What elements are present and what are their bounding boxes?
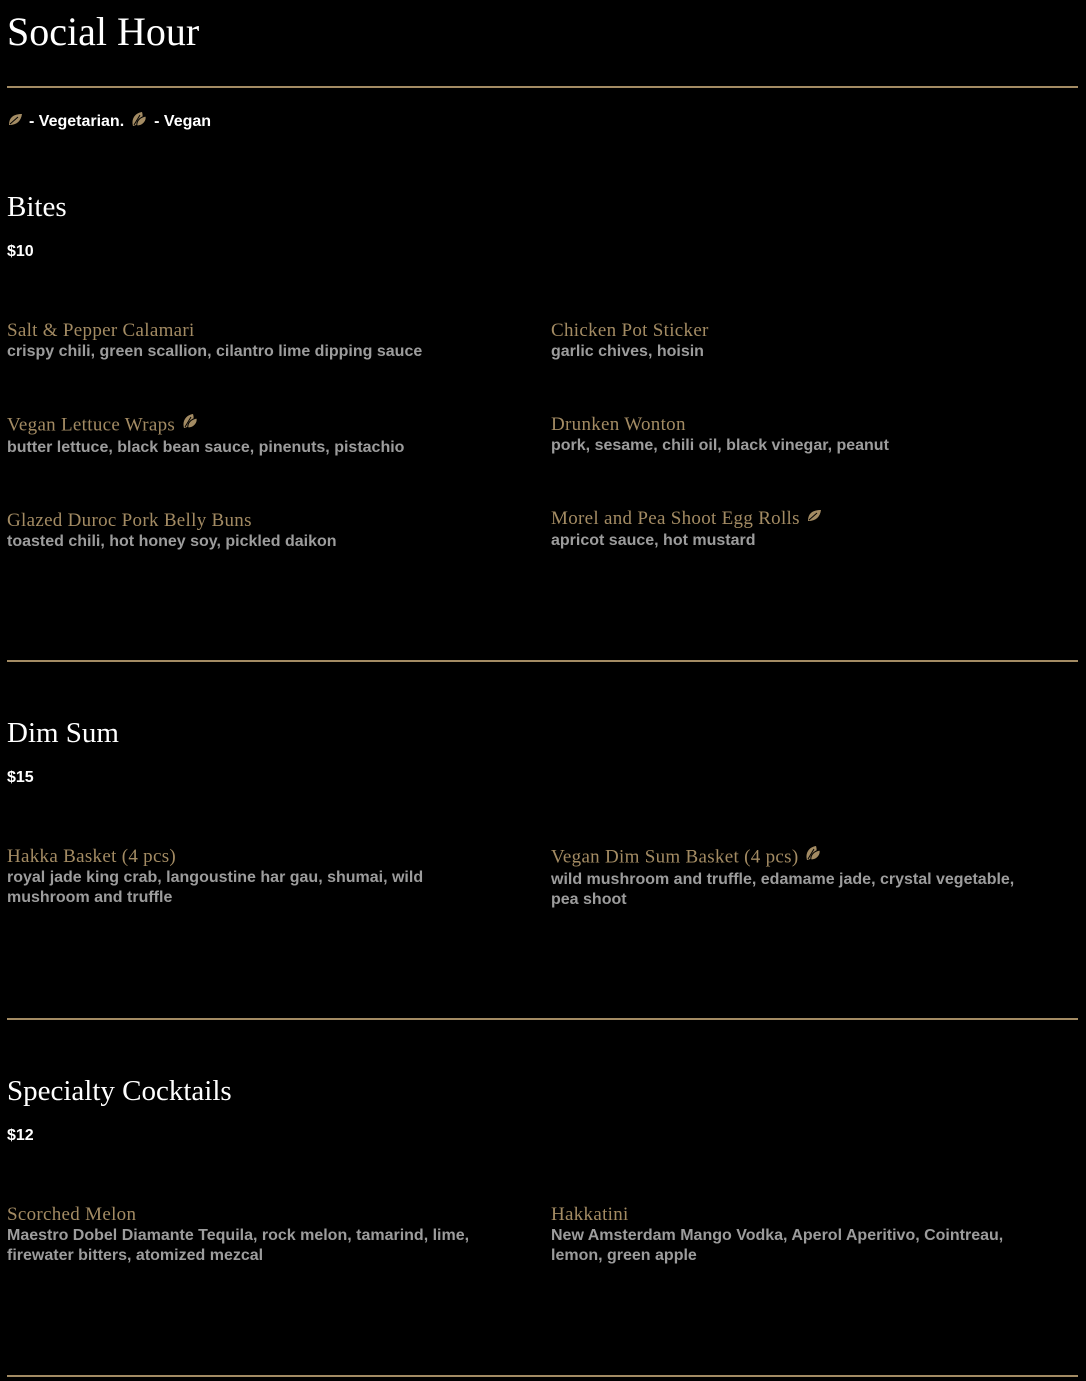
item-name: Salt & Pepper Calamari — [7, 320, 195, 341]
vegan-label: - Vegan — [154, 113, 212, 130]
vegetarian-label: - Vegetarian. — [29, 113, 125, 130]
item-name: Hakkatini — [551, 1204, 629, 1225]
item-description: garlic chives, hoisin — [551, 343, 704, 360]
leaf-icon — [7, 111, 23, 133]
item-name: Chicken Pot Sticker — [551, 320, 709, 341]
item-description: pork, sesame, chili oil, black vinegar, peanut — [551, 437, 889, 454]
section-title-bites: Bites — [7, 191, 67, 223]
menu-item — [551, 414, 1021, 456]
item-description: Maestro Dobel Diamante Tequila, rock melon, tamarind, lime, firewater bitters, atomized mezcal — [7, 1227, 470, 1264]
section-price: $12 — [7, 1127, 34, 1144]
item-description: wild mushroom and truffle, edamame jade, crystal vegetable, pea shoot — [551, 871, 1015, 908]
item-name: Drunken Wonton — [551, 414, 686, 435]
divider — [7, 1375, 1078, 1377]
double-leaf-icon — [804, 844, 822, 868]
item-description: butter lettuce, black bean sauce, pinenuts, pistachio — [7, 439, 405, 456]
item-name-row — [551, 846, 1021, 870]
diet-legend — [7, 110, 211, 134]
item-name-row — [7, 414, 477, 438]
menu-item — [551, 1204, 1021, 1266]
divider — [7, 1018, 1078, 1020]
menu-item — [7, 320, 477, 362]
section-title-specialty-cocktails: Specialty Cocktails — [7, 1075, 232, 1107]
section-title-dim-sum: Dim Sum — [7, 717, 119, 749]
item-description: apricot sauce, hot mustard — [551, 531, 756, 549]
section-price: $15 — [7, 769, 34, 786]
item-name: Glazed Duroc Pork Belly Buns — [7, 510, 252, 531]
leaf-icon — [806, 507, 822, 529]
item-description: toasted chili, hot honey soy, pickled daikon — [7, 533, 337, 550]
item-name: Scorched Melon — [7, 1204, 137, 1225]
menu-item — [7, 414, 477, 458]
item-name: Morel and Pea Shoot Egg Rolls — [551, 508, 800, 529]
item-description: royal jade king crab, langoustine har gau, shumai, wild mushroom and truffle — [7, 869, 424, 906]
item-name: Vegan Dim Sum Basket (4 pcs) — [551, 846, 799, 868]
menu-item — [551, 320, 1021, 362]
menu-item — [7, 846, 437, 908]
menu-item — [7, 1204, 477, 1266]
item-name-row — [551, 508, 1021, 531]
double-leaf-icon — [130, 110, 148, 134]
menu-item — [7, 510, 477, 552]
divider — [7, 660, 1078, 662]
item-description: crispy chili, green scallion, cilantro lime dipping sauce — [7, 343, 423, 360]
divider — [7, 86, 1078, 88]
double-leaf-icon — [181, 412, 199, 436]
item-name: Vegan Lettuce Wraps — [7, 414, 176, 436]
item-name: Hakka Basket (4 pcs) — [7, 846, 177, 867]
item-description: New Amsterdam Mango Vodka, Aperol Aperitivo, Cointreau, lemon, green apple — [551, 1227, 1004, 1264]
page-title: Social Hour — [7, 9, 200, 54]
section-price: $10 — [7, 243, 34, 260]
menu-item — [551, 508, 1021, 551]
menu-item — [551, 846, 1021, 910]
